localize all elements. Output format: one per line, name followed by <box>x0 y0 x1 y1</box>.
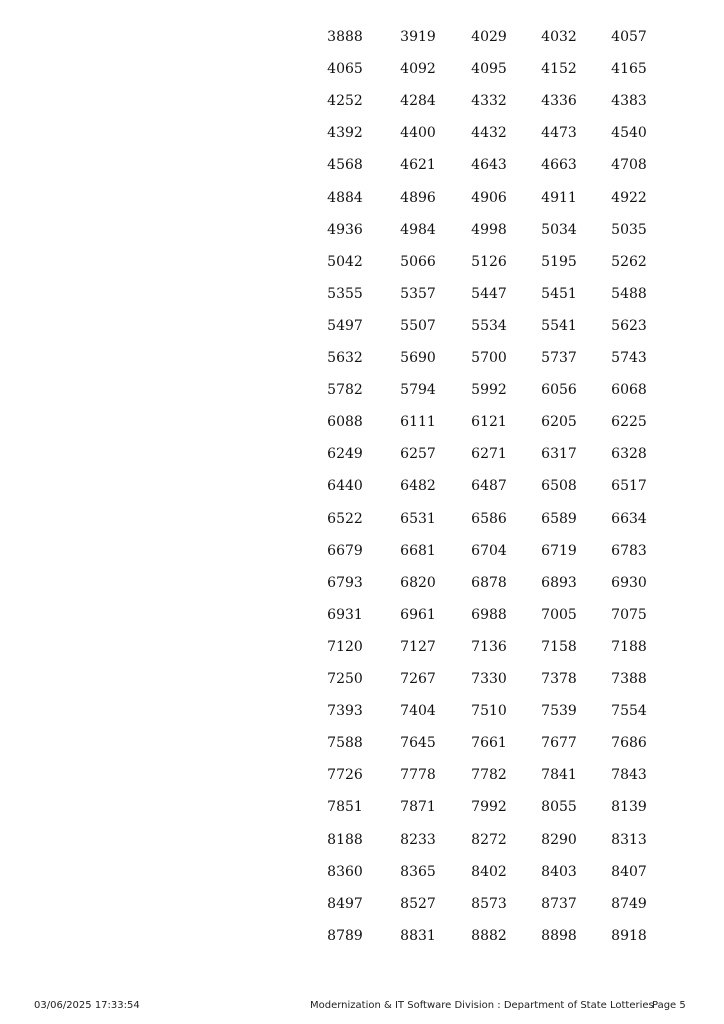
ticket-number: 5126 <box>471 253 507 270</box>
ticket-number: 7393 <box>327 703 363 720</box>
ticket-number: 7075 <box>611 606 647 623</box>
table-row <box>0 637 724 657</box>
ticket-number: 4911 <box>541 189 577 206</box>
ticket-number: 5534 <box>471 317 507 334</box>
table-row <box>0 733 724 753</box>
ticket-number: 4984 <box>400 221 436 238</box>
ticket-number: 4432 <box>471 125 507 142</box>
ticket-number: 4032 <box>541 29 577 45</box>
ticket-number: 6225 <box>611 414 647 431</box>
footer-organization: Modernization & IT Software Division : Department of State Lotteries <box>310 1000 654 1011</box>
ticket-number: 4922 <box>611 189 647 206</box>
ticket-number: 5195 <box>541 253 577 270</box>
ticket-number: 6589 <box>541 510 577 527</box>
ticket-number: 6517 <box>611 478 647 495</box>
ticket-number: 4663 <box>541 157 577 174</box>
table-row <box>0 862 724 882</box>
ticket-number: 8360 <box>327 863 363 880</box>
table-row <box>0 220 724 240</box>
ticket-number: 4540 <box>611 125 647 142</box>
ticket-number: 6988 <box>471 606 507 623</box>
ticket-number: 6931 <box>327 606 363 623</box>
table-row <box>0 605 724 625</box>
table-row <box>0 123 724 143</box>
ticket-number: 7686 <box>611 735 647 752</box>
ticket-number: 6317 <box>541 446 577 463</box>
table-row <box>0 476 724 496</box>
ticket-number: 6111 <box>400 414 436 431</box>
ticket-number: 6878 <box>471 574 507 591</box>
ticket-number: 8313 <box>611 831 647 848</box>
ticket-number: 5623 <box>611 317 647 334</box>
ticket-number: 4884 <box>327 189 363 206</box>
ticket-number: 7661 <box>471 735 507 752</box>
table-row <box>0 765 724 785</box>
table-row <box>0 380 724 400</box>
ticket-number: 7992 <box>471 799 507 816</box>
ticket-number: 4383 <box>611 93 647 110</box>
ticket-number: 7404 <box>400 703 436 720</box>
ticket-number: 6704 <box>471 542 507 559</box>
ticket-number: 8527 <box>400 895 436 912</box>
ticket-number: 5541 <box>541 317 577 334</box>
ticket-number: 5497 <box>327 317 363 334</box>
table-row <box>0 91 724 111</box>
ticket-number: 7782 <box>471 767 507 784</box>
ticket-number: 6719 <box>541 542 577 559</box>
ticket-number: 8139 <box>611 799 647 816</box>
ticket-number: 6482 <box>400 478 436 495</box>
ticket-number: 7778 <box>400 767 436 784</box>
ticket-number: 5737 <box>541 350 577 366</box>
ticket-number: 6487 <box>471 478 507 495</box>
ticket-number: 4568 <box>327 157 363 174</box>
ticket-number: 4057 <box>611 29 647 45</box>
ticket-number: 7510 <box>471 703 507 720</box>
ticket-number: 5690 <box>400 350 436 366</box>
ticket-number: 6257 <box>400 446 436 463</box>
ticket-number: 5262 <box>611 253 647 270</box>
ticket-number: 5632 <box>327 350 363 366</box>
ticket-number: 7005 <box>541 606 577 623</box>
ticket-number: 4332 <box>471 93 507 110</box>
ticket-number: 8233 <box>400 831 436 848</box>
ticket-number: 8290 <box>541 831 577 848</box>
table-row <box>0 348 724 368</box>
ticket-number: 6820 <box>400 574 436 591</box>
ticket-number: 7378 <box>541 671 577 687</box>
ticket-number: 4708 <box>611 157 647 174</box>
ticket-number: 4621 <box>400 157 436 174</box>
table-row <box>0 830 724 850</box>
ticket-number: 6508 <box>541 478 577 495</box>
table-row <box>0 155 724 175</box>
ticket-number: 3919 <box>400 29 436 45</box>
ticket-number: 7388 <box>611 671 647 687</box>
ticket-number: 4936 <box>327 221 363 238</box>
footer-datetime: 03/06/2025 17:33:54 <box>34 1000 140 1011</box>
ticket-number: 8407 <box>611 863 647 880</box>
ticket-number: 4400 <box>400 125 436 142</box>
ticket-number: 4392 <box>327 125 363 142</box>
ticket-number: 5782 <box>327 382 363 399</box>
ticket-number: 6271 <box>471 446 507 463</box>
ticket-number: 6793 <box>327 574 363 591</box>
ticket-number: 7645 <box>400 735 436 752</box>
ticket-number: 5042 <box>327 253 363 270</box>
ticket-number: 8749 <box>611 895 647 912</box>
ticket-number: 8272 <box>471 831 507 848</box>
ticket-number: 8403 <box>541 863 577 880</box>
ticket-number: 5447 <box>471 285 507 302</box>
table-row <box>0 509 724 529</box>
ticket-number: 6679 <box>327 542 363 559</box>
ticket-number: 4896 <box>400 189 436 206</box>
ticket-number: 4906 <box>471 189 507 206</box>
ticket-number: 7554 <box>611 703 647 720</box>
ticket-number: 5488 <box>611 285 647 302</box>
ticket-number: 6930 <box>611 574 647 591</box>
ticket-number: 5794 <box>400 382 436 399</box>
ticket-number: 5700 <box>471 350 507 366</box>
ticket-number: 5451 <box>541 285 577 302</box>
table-row <box>0 926 724 946</box>
ticket-number: 8055 <box>541 799 577 816</box>
ticket-number: 8402 <box>471 863 507 880</box>
ticket-number: 4473 <box>541 125 577 142</box>
ticket-number: 7127 <box>400 638 436 655</box>
ticket-number: 4152 <box>541 61 577 78</box>
ticket-number: 7136 <box>471 638 507 655</box>
table-row <box>0 252 724 272</box>
ticket-number: 8573 <box>471 895 507 912</box>
ticket-number: 6056 <box>541 382 577 399</box>
ticket-number: 7588 <box>327 735 363 752</box>
ticket-number: 7330 <box>471 671 507 687</box>
ticket-number: 7851 <box>327 799 363 816</box>
table-row <box>0 188 724 208</box>
ticket-number: 7120 <box>327 638 363 655</box>
table-row <box>0 27 724 47</box>
ticket-number: 4252 <box>327 93 363 110</box>
ticket-number: 3888 <box>327 29 363 45</box>
ticket-number: 4065 <box>327 61 363 78</box>
ticket-number: 5357 <box>400 285 436 302</box>
table-row <box>0 412 724 432</box>
ticket-number: 4095 <box>471 61 507 78</box>
ticket-number: 7158 <box>541 638 577 655</box>
table-row <box>0 59 724 79</box>
ticket-number: 7539 <box>541 703 577 720</box>
ticket-number: 6249 <box>327 446 363 463</box>
ticket-number: 6961 <box>400 606 436 623</box>
ticket-number: 5355 <box>327 285 363 302</box>
table-row <box>0 669 724 689</box>
table-row <box>0 701 724 721</box>
ticket-number: 5066 <box>400 253 436 270</box>
table-row <box>0 444 724 464</box>
ticket-number: 8737 <box>541 895 577 912</box>
table-row <box>0 316 724 336</box>
ticket-number: 5507 <box>400 317 436 334</box>
ticket-number: 7871 <box>400 799 436 816</box>
ticket-number: 7726 <box>327 767 363 784</box>
ticket-number: 5035 <box>611 221 647 238</box>
ticket-number: 6586 <box>471 510 507 527</box>
table-row <box>0 284 724 304</box>
ticket-number: 7841 <box>541 767 577 784</box>
ticket-number: 6068 <box>611 382 647 399</box>
ticket-number: 6681 <box>400 542 436 559</box>
ticket-number: 8918 <box>611 927 647 944</box>
ticket-number: 4998 <box>471 221 507 238</box>
ticket-number: 6205 <box>541 414 577 431</box>
ticket-number: 5034 <box>541 221 577 238</box>
ticket-number: 6522 <box>327 510 363 527</box>
ticket-number: 6328 <box>611 446 647 463</box>
ticket-number: 8789 <box>327 927 363 944</box>
ticket-number: 6088 <box>327 414 363 431</box>
ticket-number: 8188 <box>327 831 363 848</box>
footer-page-number: Page 5 <box>652 1000 686 1011</box>
ticket-number: 4336 <box>541 93 577 110</box>
ticket-number: 6893 <box>541 574 577 591</box>
ticket-number: 6121 <box>471 414 507 431</box>
ticket-number: 8831 <box>400 927 436 944</box>
ticket-number: 8898 <box>541 927 577 944</box>
table-row <box>0 573 724 593</box>
ticket-number: 4092 <box>400 61 436 78</box>
ticket-number: 8497 <box>327 895 363 912</box>
ticket-number: 6440 <box>327 478 363 495</box>
ticket-number: 4165 <box>611 61 647 78</box>
ticket-number: 7267 <box>400 671 436 687</box>
table-row <box>0 894 724 914</box>
ticket-number: 4029 <box>471 29 507 45</box>
ticket-number: 7677 <box>541 735 577 752</box>
ticket-number: 4284 <box>400 93 436 110</box>
ticket-number: 6634 <box>611 510 647 527</box>
ticket-number: 5743 <box>611 350 647 366</box>
ticket-number: 5992 <box>471 382 507 399</box>
ticket-number: 7250 <box>327 671 363 687</box>
ticket-number: 7188 <box>611 638 647 655</box>
ticket-number: 8882 <box>471 927 507 944</box>
ticket-number: 7843 <box>611 767 647 784</box>
table-row <box>0 797 724 817</box>
ticket-number: 4643 <box>471 157 507 174</box>
ticket-number: 8365 <box>400 863 436 880</box>
ticket-number: 6531 <box>400 510 436 527</box>
ticket-number: 6783 <box>611 542 647 559</box>
table-row <box>0 541 724 561</box>
